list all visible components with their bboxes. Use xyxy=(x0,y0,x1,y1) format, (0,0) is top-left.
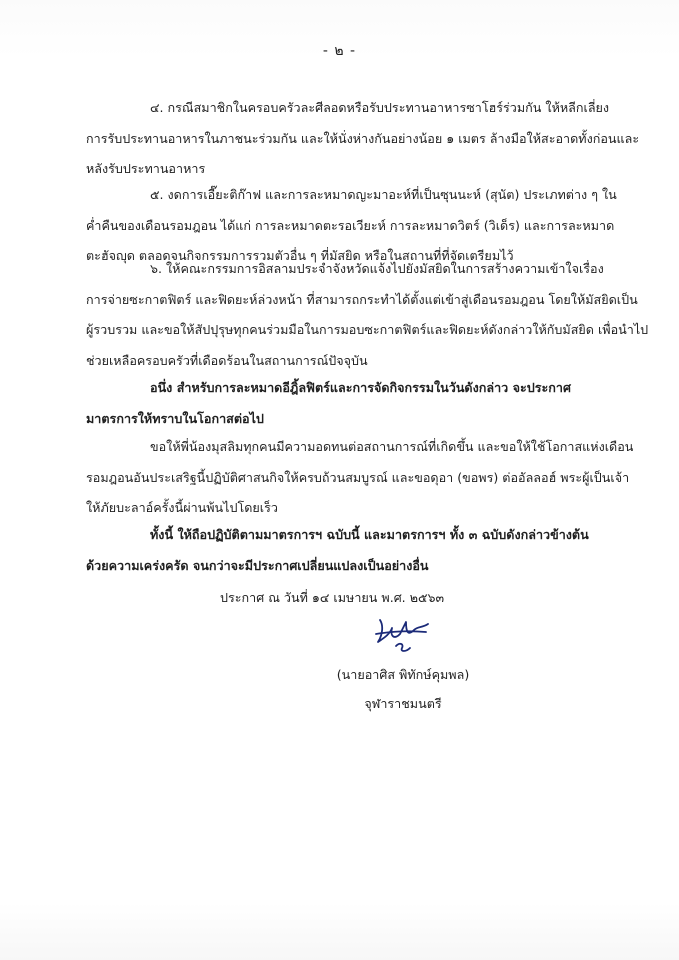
paragraph-line: การรับประทานอาหารในภาชนะร่วมกัน และให้นั่งห่างกันอย่างน้อย ๑ เมตร ล้างมือให้สะอาดทั้งก่อนและ xyxy=(86,130,640,146)
paragraph-line: ตะฮัจญุด ตลอดจนกิจกรรมการรวมตัวอื่น ๆ ที่มัสยิด หรือในสถานที่ที่จัดเตรียมไว้ xyxy=(86,248,514,263)
signature-image xyxy=(368,612,438,662)
paragraph-line: ช่วยเหลือครอบครัวที่เดือดร้อนในสถานการณ์ปัจจุบัน xyxy=(86,352,368,368)
paragraph-line: การจ่ายซะกาตฟิตร์ และฟิดยะห์ล่วงหน้า ที่สามารถกระทำได้ตั้งแต่เข้าสู่เดือนรอมฎอน โดยให้มัสยิดเป็น xyxy=(86,291,638,307)
notice-paragraph xyxy=(86,373,616,434)
signer-name: (นายอาศิส พิทักษ์คุมพล) xyxy=(336,667,470,682)
paragraph-line: ด้วยความเคร่งครัด จนกว่าจะมีประกาศเปลี่ยนแปลงเป็นอย่างอื่น xyxy=(86,557,429,573)
paragraph-line: ๖. ให้คณะกรรมการอิสลามประจำจังหวัดแจ้งไปยังมัสยิดในการสร้างความเข้าใจเรื่อง xyxy=(150,261,604,276)
paragraph-line: ผู้รวบรวม และขอให้สัปปุรุษทุกคนร่วมมือในการมอบซะกาตฟิตร์และฟิดยะห์ดังกล่าวให้กับมัสยิด เพื่อนำไป xyxy=(86,322,649,337)
paragraph-line: มาตรการให้ทราบในโอกาสต่อไป xyxy=(86,410,264,426)
paragraph-line: ๔. กรณีสมาชิกในครอบครัวละศีลอดหรือรับประทานอาหารซาโฮร์ร่วมกัน ให้หลีกเลี่ยง xyxy=(150,100,610,115)
paragraph-line: ทั้งนี้ ให้ถือปฏิบัติตามมาตรการฯ ฉบับนี้ และมาตรการฯ ทั้ง ๓ ฉบับดังกล่าวข้างต้น xyxy=(150,527,589,542)
paragraph-line: หลังรับประทานอาหาร xyxy=(86,161,206,176)
signer-title: จุฬาราชมนตรี xyxy=(364,696,442,711)
paragraph-line: อนึ่ง สำหรับการละหมาดอีฎิ้ลฟิตร์และการจัดกิจกรรมในวันดังกล่าว จะประกาศ xyxy=(150,380,571,395)
paragraph-line: ๕. งดการเอี๊ยะติก๊าฟ และการละหมาดญะมาอะห์ที่เป็นซุนนะห์ (สุนัต) ประเภทต่าง ๆ ใน xyxy=(150,187,617,202)
closing-paragraph xyxy=(86,520,616,581)
paragraph-line: รอมฎอนอันประเสริฐนี้ปฏิบัติศาสนกิจให้ครบถ้วนสมบูรณ์ และขอดุอา (ขอพร) ต่ออัลลอฮ์ พระผู้เป็นเจ้า xyxy=(86,469,630,485)
paragraph-line: ค่ำคืนของเดือนรอมฎอน ได้แก่ การละหมาดตะรอเวียะห์ การละหมาดวิตร์ (วิเด็ร) และการละหมาด xyxy=(86,217,615,233)
announcement-date: ประกาศ ณ วันที่ ๑๔ เมษายน พ.ศ. ๒๕๖๓ xyxy=(220,590,445,605)
wish-paragraph xyxy=(86,432,634,524)
paragraph-item-4 xyxy=(86,93,640,185)
page-number: - ๒ - xyxy=(322,43,357,59)
paragraph-line: ขอให้พี่น้องมุสลิมทุกคนมีความอดทนต่อสถานการณ์ที่เกิดขึ้น และขอให้ใช้โอกาสแห่งเดือน xyxy=(150,439,634,454)
paragraph-item-6 xyxy=(86,254,649,376)
paragraph-line: ให้ภัยบะลาอ์ครั้งนี้ผ่านพ้นไปโดยเร็ว xyxy=(86,500,278,515)
